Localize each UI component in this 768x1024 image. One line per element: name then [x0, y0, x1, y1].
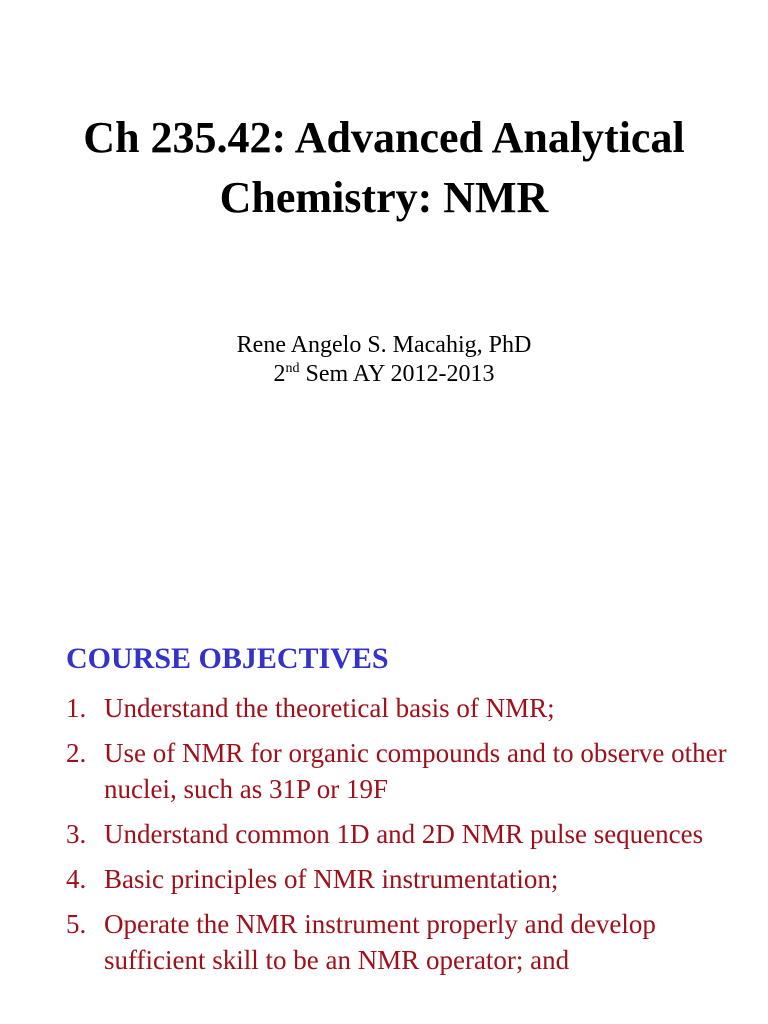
item-text: Understand common 1D and 2D NMR pulse sequences	[104, 819, 704, 849]
item-text: Operate the NMR instrument properly and develop sufficient skill to be an NMR operator; and	[104, 909, 656, 975]
item-number: 3.	[66, 819, 87, 849]
term-line	[0, 360, 768, 389]
list-item	[66, 690, 756, 726]
author-name: Rene Angelo S. Macahig, PhD	[236, 332, 532, 358]
list-item	[66, 906, 756, 978]
author-block	[0, 331, 768, 389]
item-text: Basic principles of NMR instrumentation;	[104, 864, 559, 894]
list-item	[66, 735, 756, 807]
term-superscript: nd	[285, 361, 300, 376]
list-item	[66, 861, 756, 897]
page-title	[0, 108, 768, 228]
term-prefix: 2	[273, 361, 286, 387]
objectives-heading: COURSE OBJECTIVES	[66, 642, 389, 675]
title-line-2: Chemistry: NMR	[219, 173, 549, 222]
item-number: 5.	[66, 909, 87, 939]
item-number: 2.	[66, 738, 87, 768]
term-suffix: Sem AY 2012-2013	[299, 361, 495, 387]
title-line-1: Ch 235.42: Advanced Analytical	[83, 113, 685, 162]
item-number: 4.	[66, 864, 87, 894]
list-item	[66, 816, 756, 852]
item-number: 1.	[66, 693, 87, 723]
item-text: Understand the theoretical basis of NMR;	[104, 693, 555, 723]
objectives-list	[66, 690, 756, 987]
item-text: Use of NMR for organic compounds and to observe other nuclei, such as 31P or 19F	[104, 738, 727, 804]
objectives-slide	[0, 620, 768, 1024]
